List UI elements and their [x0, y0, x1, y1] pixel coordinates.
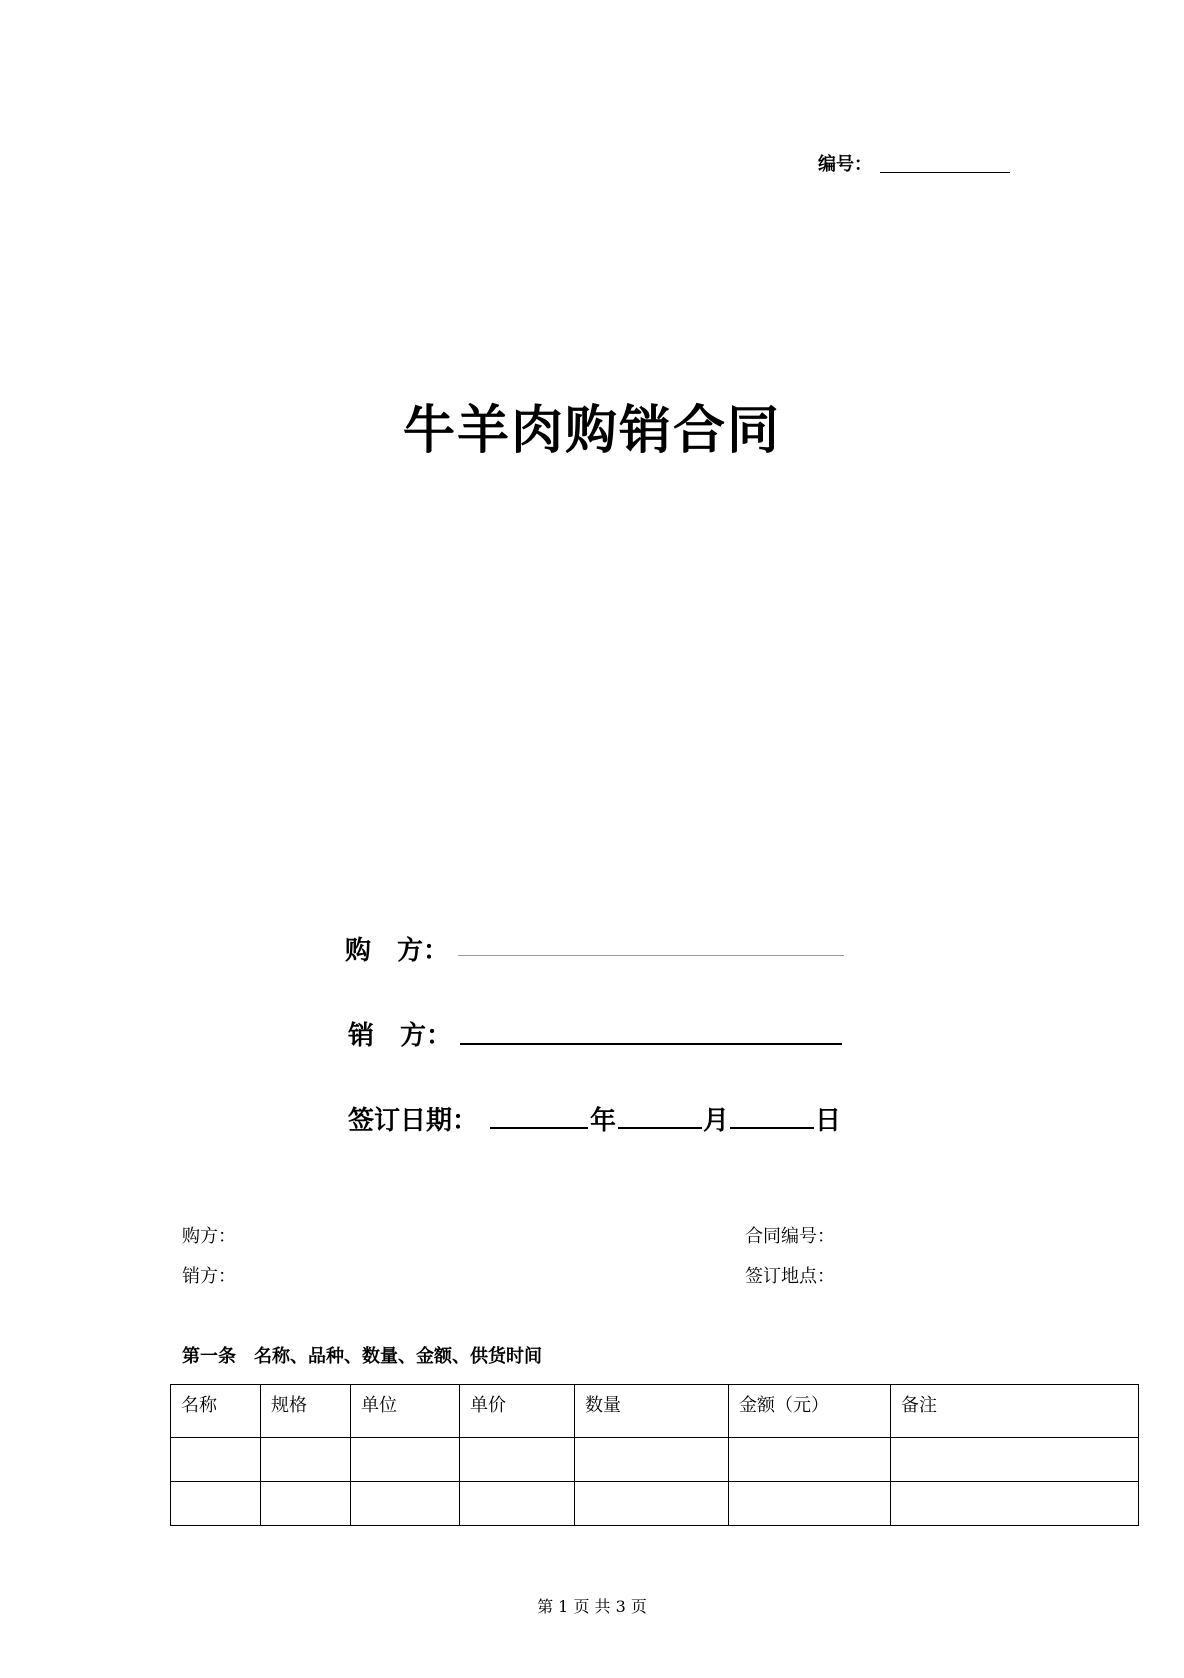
goods-table: [170, 1384, 1139, 1526]
header-amount: 金额（元）: [729, 1385, 891, 1438]
cover-seller-label: 销 方：: [348, 1021, 453, 1051]
cover-seller-blank: [460, 1043, 842, 1045]
cover-date-day-blank: [730, 1127, 814, 1129]
header-unit-price: 单价: [460, 1385, 575, 1438]
page-footer: 第 1 页 共 3 页: [537, 1597, 647, 1616]
info-signing-place: 签订地点：: [745, 1266, 835, 1287]
info-buyer: 购方：: [182, 1226, 236, 1247]
header-remarks: 备注: [891, 1385, 1139, 1438]
table-cell: [460, 1482, 575, 1526]
cover-buyer-blank: [458, 955, 844, 956]
cover-date-year: 年: [590, 1106, 617, 1136]
document-title: 牛羊肉购销合同: [402, 400, 781, 461]
serial-number-blank: [880, 172, 1010, 173]
cover-date-month-blank: [618, 1127, 702, 1129]
serial-number-label: 编号：: [818, 154, 872, 175]
header-unit: 单位: [351, 1385, 460, 1438]
table-cell: [729, 1482, 891, 1526]
table-cell: [171, 1438, 261, 1482]
info-seller: 销方：: [182, 1266, 236, 1287]
cover-date-label: 签订日期：: [348, 1106, 479, 1136]
table-row: [171, 1482, 1139, 1526]
header-quantity: 数量: [575, 1385, 729, 1438]
table-header-row: [171, 1385, 1139, 1438]
table-row: [171, 1438, 1139, 1482]
table-cell: [891, 1482, 1139, 1526]
info-contract-number: 合同编号：: [745, 1226, 835, 1247]
table-cell: [891, 1438, 1139, 1482]
table-cell: [575, 1438, 729, 1482]
table-cell: [261, 1438, 351, 1482]
header-name: 名称: [171, 1385, 261, 1438]
table-cell: [575, 1482, 729, 1526]
cover-date-month: 月: [703, 1106, 730, 1136]
table-cell: [729, 1438, 891, 1482]
cover-date-year-blank: [490, 1127, 588, 1129]
table-cell: [351, 1438, 460, 1482]
table-cell: [171, 1482, 261, 1526]
cover-buyer-label: 购 方：: [345, 936, 450, 966]
table-cell: [351, 1482, 460, 1526]
header-spec: 规格: [261, 1385, 351, 1438]
table-cell: [261, 1482, 351, 1526]
article-1-title: 第一条 名称、品种、数量、金额、供货时间: [182, 1346, 542, 1367]
cover-date-day: 日: [815, 1106, 842, 1136]
table-cell: [460, 1438, 575, 1482]
